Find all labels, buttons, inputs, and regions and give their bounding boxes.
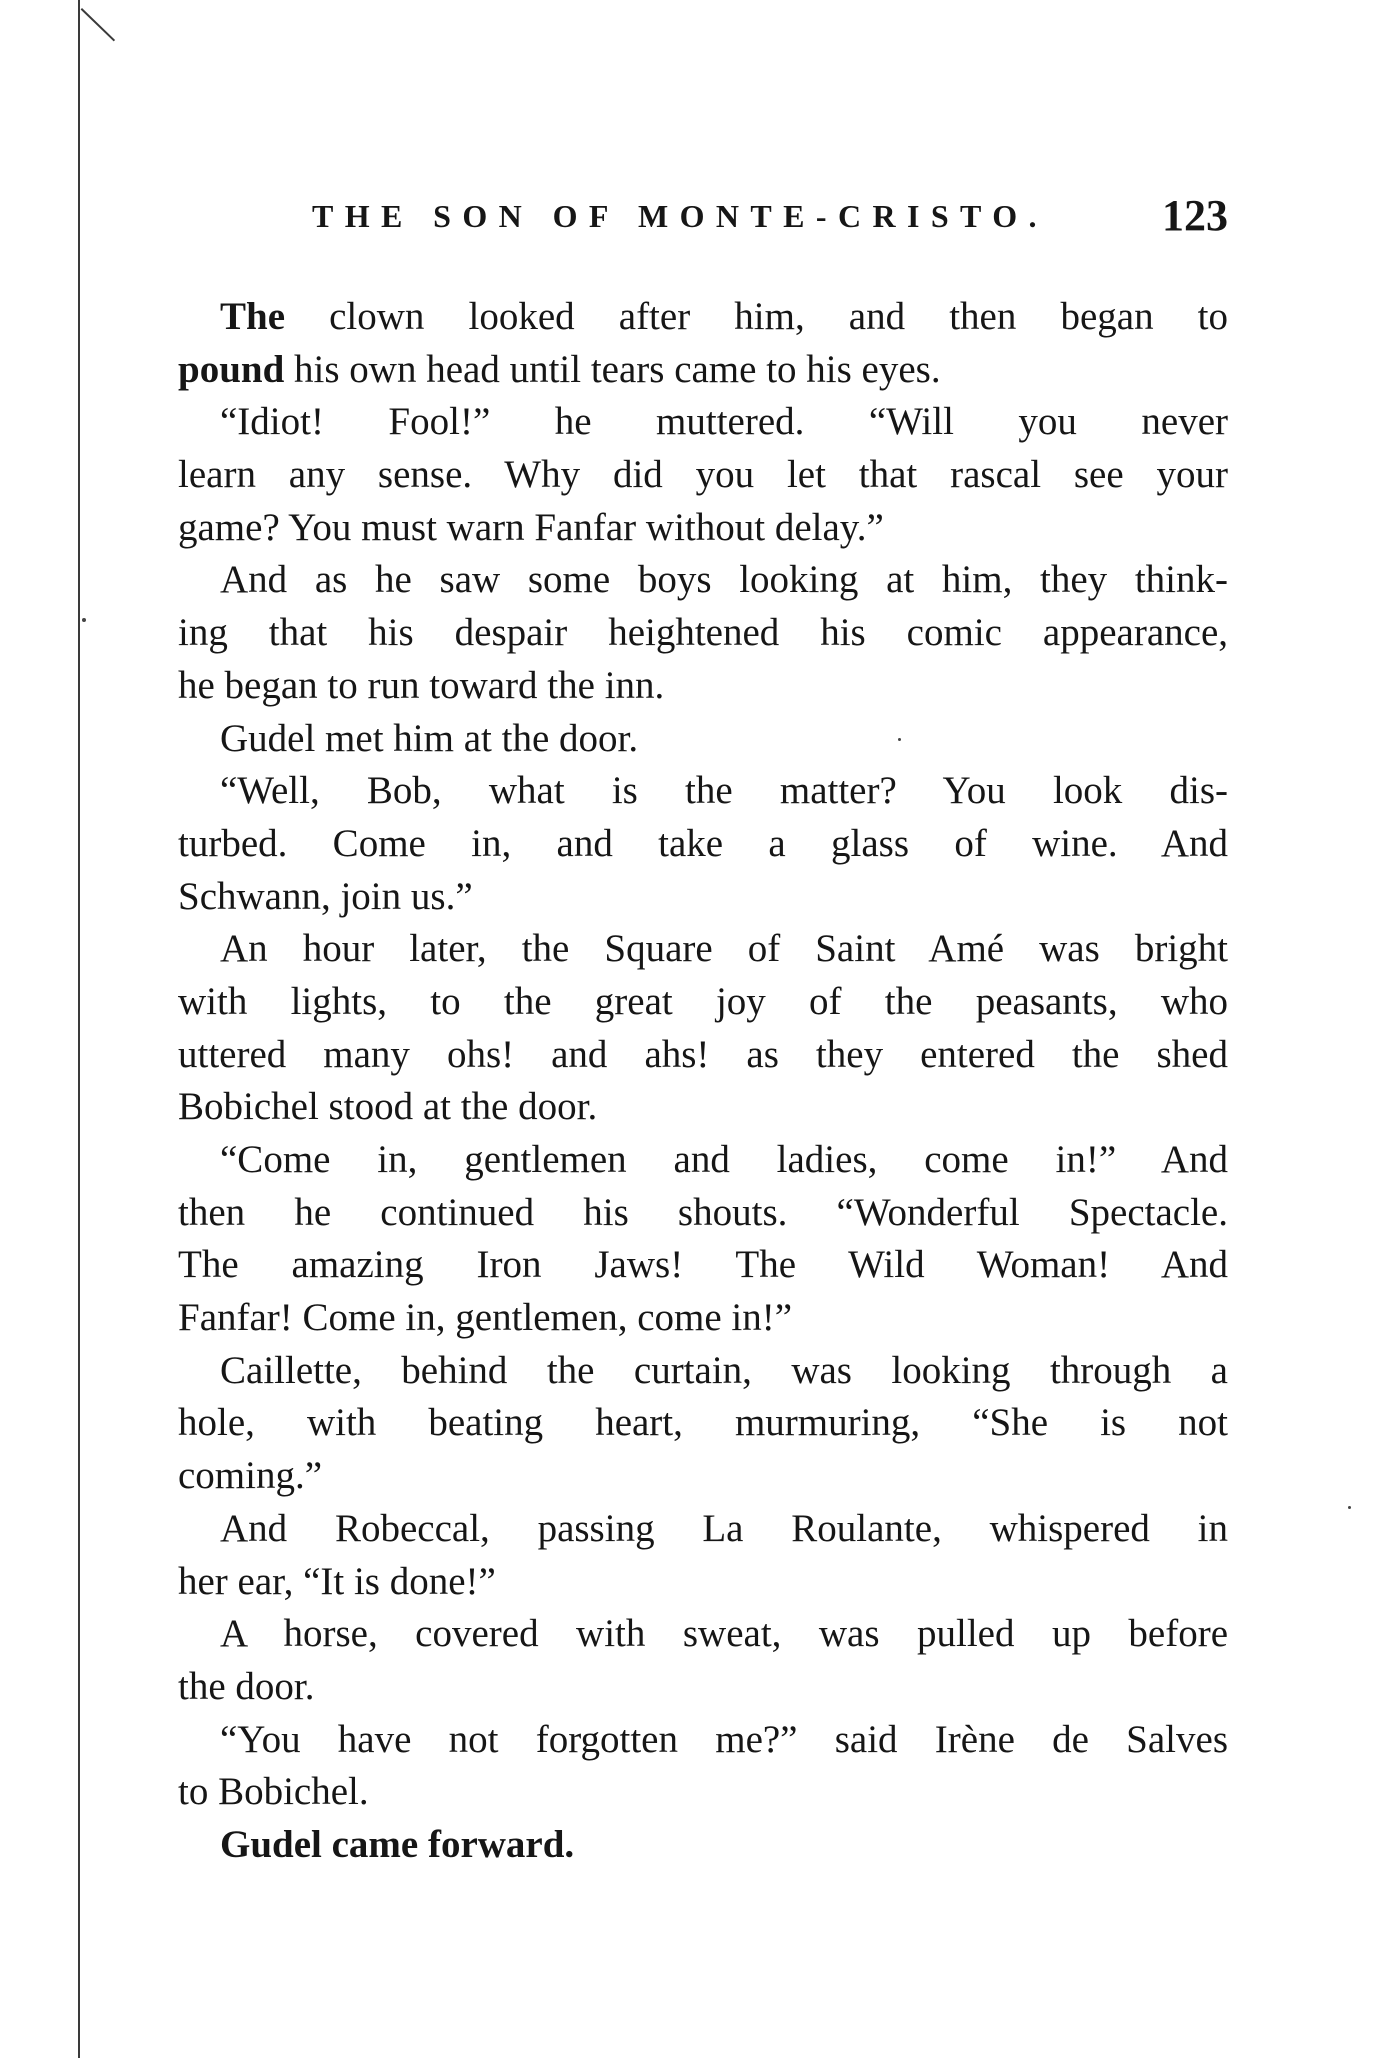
text-line: The amazing Iron Jaws! The Wild Woman! And — [178, 1243, 1228, 1287]
text-line: game? You must warn Fanfar without delay.” — [178, 505, 884, 549]
text-line: Gudel met him at the door. — [220, 716, 639, 760]
page-number: 123 — [1162, 191, 1228, 240]
text-line: he began to run toward the inn. — [178, 663, 665, 707]
text-line: “You have not forgotten me?” said Irène de Salves — [220, 1717, 1228, 1761]
text-line: Caillette, behind the curtain, was looking through a — [220, 1348, 1228, 1392]
ink-speck — [82, 618, 86, 622]
text-line: to Bobichel. — [178, 1770, 369, 1814]
text-line: hole, with beating heart, murmuring, “She is not — [178, 1401, 1228, 1445]
text-line: And Robeccal, passing La Roulante, whispered in — [220, 1506, 1228, 1550]
gutter-line — [78, 0, 80, 2058]
text-line: An hour later, the Square of Saint Amé was bright — [220, 927, 1228, 971]
corner-mark — [81, 8, 115, 41]
bold-word: The — [220, 295, 286, 338]
text-line: her ear, “It is done!” — [178, 1559, 496, 1603]
text-line: ing that his despair heightened his comic appearance, — [178, 611, 1228, 655]
text-line: “Idiot! Fool!” he muttered. “Will you never — [220, 400, 1228, 444]
line-text: his own head until tears came to his eyes. — [284, 347, 941, 391]
text-line: A horse, covered with sweat, was pulled up before — [220, 1612, 1228, 1656]
ink-speck — [1348, 1506, 1351, 1509]
text-line: Fanfar! Come in, gentlemen, come in!” — [178, 1296, 793, 1340]
text-line: Gudel came forward. — [220, 1822, 575, 1866]
page-header — [178, 190, 1228, 250]
text-line: then he continued his shouts. “Wonderful Spectacle. — [178, 1190, 1228, 1234]
text-line: the door. — [178, 1664, 315, 1708]
text-line: And as he saw some boys looking at him, they think- — [220, 558, 1228, 602]
text-line: uttered many ohs! and ahs! as they entered the shed — [178, 1032, 1228, 1076]
text-line: “Well, Bob, what is the matter? You look dis- — [220, 769, 1228, 813]
text-line: turbed. Come in, and take a glass of wine. And — [178, 821, 1228, 865]
text-line: coming.” — [178, 1454, 323, 1498]
text-line: “Come in, gentlemen and ladies, come in!” And — [220, 1138, 1228, 1181]
text-line: Bobichel stood at the door. — [178, 1085, 598, 1129]
text-line: with lights, to the great joy of the peasants, who — [178, 979, 1228, 1023]
text-line: Schwann, join us.” — [178, 874, 473, 918]
text-line: learn any sense. Why did you let that rascal see your — [178, 453, 1228, 497]
text-line — [178, 344, 1228, 397]
text-line — [178, 291, 1228, 344]
bold-word: pound — [178, 347, 285, 391]
running-title: THE SON OF MONTE-CRISTO. — [312, 198, 1048, 234]
body-text — [178, 291, 1228, 1872]
line-text: clown looked after him, and then began to — [285, 295, 1228, 338]
